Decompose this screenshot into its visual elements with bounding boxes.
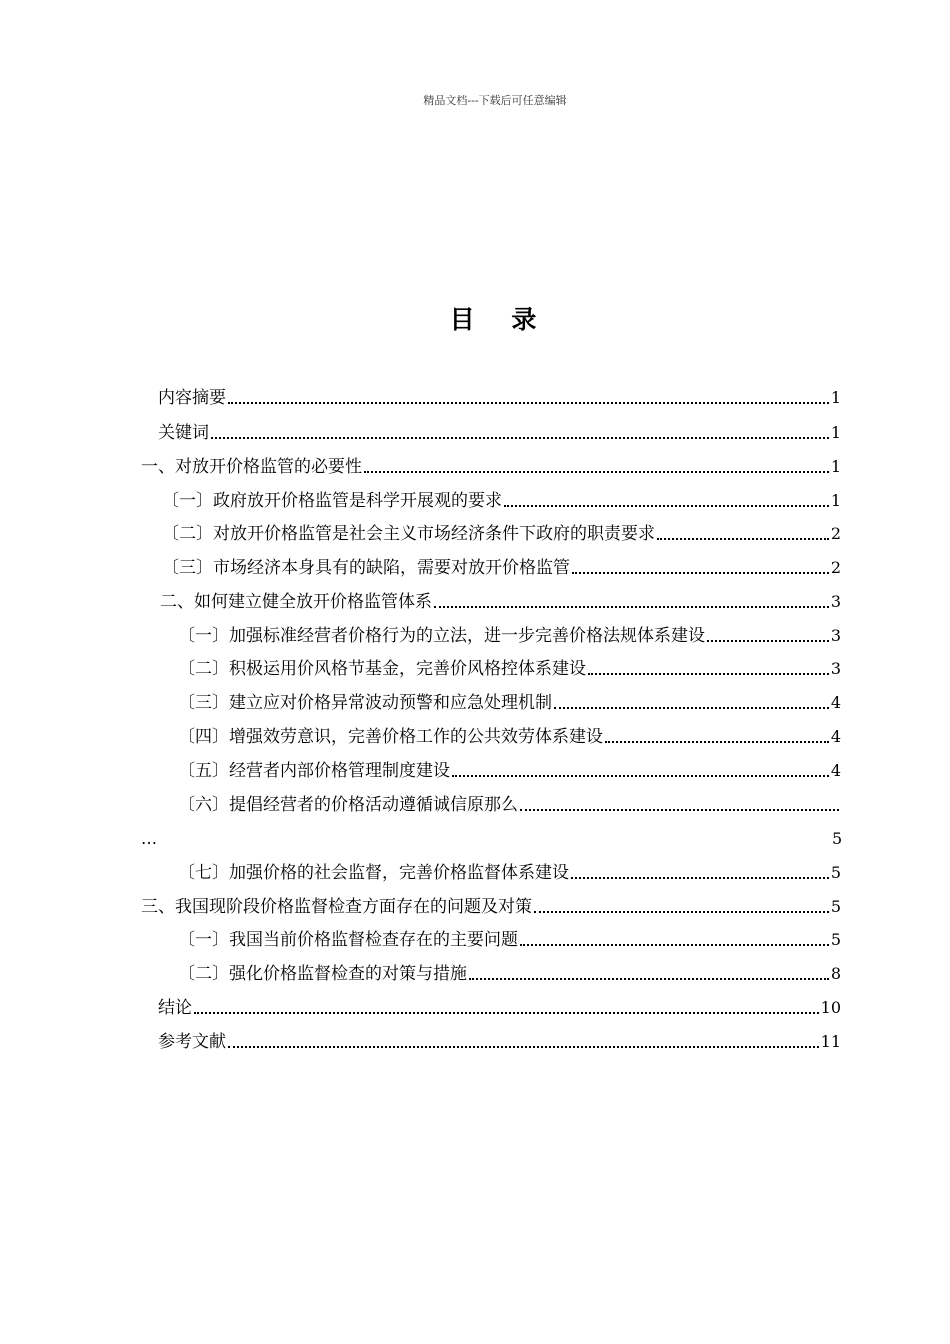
toc-entry-label: 三、我国现阶段价格监督检查方面存在的问题及对策: [141, 897, 532, 917]
toc-entry-section-2-6[interactable]: [178, 791, 841, 819]
toc-entry-label: 〔五〕经营者内部价格管理制度建设: [178, 761, 450, 781]
dot-leader: [605, 723, 829, 751]
toc-entry-page-number: 3: [830, 626, 841, 645]
toc-entry-section-1[interactable]: [141, 453, 841, 481]
toc-entry-page-number: 3: [830, 592, 841, 611]
toc-entry-label: 〔七〕加强价格的社会监督，完善价格监督体系建设: [178, 863, 569, 883]
dot-leader: [707, 622, 829, 650]
toc-entry-label: 一、对放开价格监管的必要性: [141, 457, 362, 477]
toc-entry-label: 〔四〕增强效劳意识，完善价格工作的公共效劳体系建设: [178, 727, 603, 747]
toc-entry-section-2[interactable]: [160, 588, 841, 616]
dot-leader: [588, 655, 829, 683]
toc-entry-page-number: 4: [830, 693, 841, 712]
toc-entry-section-2-2[interactable]: [178, 655, 841, 683]
toc-entry-label: 〔一〕政府放开价格监管是科学开展观的要求: [162, 491, 502, 511]
toc-entry-section-3-1[interactable]: [178, 926, 841, 954]
dot-leader: [572, 554, 829, 582]
toc-entry-section-3[interactable]: [141, 893, 841, 921]
dot-leader: [434, 588, 829, 616]
toc-entry-section-1-2[interactable]: [162, 520, 841, 548]
toc-entry-page-number: 1: [830, 491, 841, 510]
dot-leader: [520, 926, 829, 954]
toc-entry-label: 〔三〕市场经济本身具有的缺陷，需要对放开价格监管: [162, 558, 570, 578]
toc-entry-label: 〔三〕建立应对价格异常波动预警和应急处理机制: [178, 693, 552, 713]
toc-entry-page-number: 4: [830, 727, 841, 746]
toc-entry-page-number: 1: [830, 388, 841, 407]
toc-entry-page-number: 5: [830, 897, 841, 916]
toc-entry-section-2-3[interactable]: [178, 689, 841, 717]
toc-entry-section-1-3[interactable]: [162, 554, 841, 582]
toc-entry-section-3-2[interactable]: [178, 960, 841, 988]
toc-entry-label: 〔一〕加强标准经营者价格行为的立法，进一步完善价格法规体系建设: [178, 626, 705, 646]
toc-entry-page-number: 2: [830, 558, 841, 577]
dot-leader: [452, 757, 829, 785]
toc-entry-section-2-5[interactable]: [178, 757, 841, 785]
toc-entry-page-number: 3: [830, 659, 841, 678]
toc-entry-page-number: 8: [830, 964, 841, 983]
toc-entry-abstract[interactable]: [158, 384, 841, 412]
toc-entry-page-number: 4: [830, 761, 841, 780]
toc-entry-page-number: 11: [820, 1032, 841, 1051]
dot-leader: [211, 419, 829, 447]
toc-entry-page-number: 5: [832, 829, 843, 848]
dot-leader: [228, 1028, 819, 1056]
toc-entry-references[interactable]: [158, 1028, 841, 1056]
toc-entry-section-1-1[interactable]: [162, 487, 841, 515]
dot-leader: [657, 520, 829, 548]
toc-entry-label: 〔六〕提倡经营者的价格活动遵循诚信原那么: [178, 795, 518, 815]
toc-entry-label: 参考文献: [158, 1032, 226, 1052]
dot-leader: [194, 994, 819, 1022]
toc-entry-conclusion[interactable]: [158, 994, 841, 1022]
dot-leader: [534, 893, 829, 921]
header-note: 精品文档---下载后可任意编辑: [423, 94, 567, 107]
toc-entry-label: 〔二〕对放开价格监管是社会主义市场经济条件下政府的职责要求: [162, 524, 655, 544]
toc-entry-section-2-4[interactable]: [178, 723, 841, 751]
toc-entry-section-2-1[interactable]: [178, 622, 841, 650]
toc-entry-page-number: 5: [830, 930, 841, 949]
toc-entry-section-2-7[interactable]: [178, 859, 841, 887]
dot-leader: [520, 791, 839, 819]
dot-leader: [554, 689, 829, 717]
toc-entry-label: 二、如何建立健全放开价格监管体系: [160, 592, 432, 612]
toc-entry-label: 〔二〕积极运用价风格节基金，完善价风格控体系建设: [178, 659, 586, 679]
toc-entry-label: 内容摘要: [158, 388, 226, 408]
toc-entry-keywords[interactable]: [158, 419, 841, 447]
toc-entry-wrap-glyph: …: [141, 829, 157, 848]
toc-entry-page-number: 5: [830, 863, 841, 882]
toc-entry-page-number: 10: [820, 998, 841, 1017]
dot-leader: [504, 487, 829, 515]
dot-leader: [228, 384, 829, 412]
toc-entry-page-number: 1: [830, 457, 841, 476]
toc-entry-page-number: 1: [830, 423, 841, 442]
toc-entry-page-number: 2: [830, 524, 841, 543]
toc-entry-label: 结论: [158, 998, 192, 1018]
toc-entry-label: 关键词: [158, 423, 209, 443]
dot-leader: [364, 453, 829, 481]
dot-leader: [571, 859, 829, 887]
dot-leader: [469, 960, 829, 988]
toc-entry-label: 〔二〕强化价格监督检查的对策与措施: [178, 964, 467, 984]
toc-title: 目 录: [449, 305, 551, 334]
toc-entry-label: 〔一〕我国当前价格监督检查存在的主要问题: [178, 930, 518, 950]
